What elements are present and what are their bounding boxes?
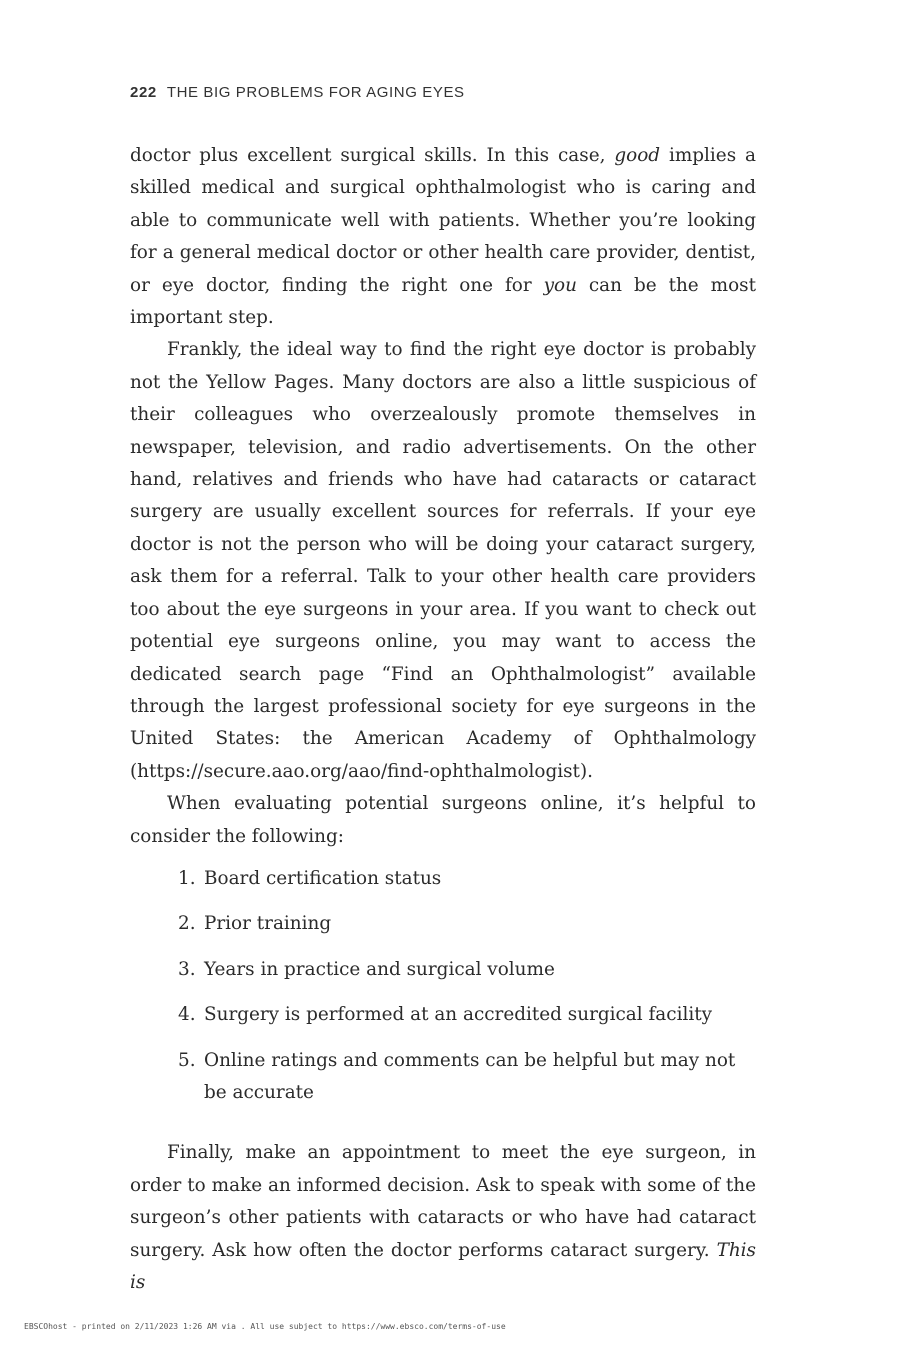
paragraph-text: Finally, make an appointment to meet the eye surgeon, in order to make an informed decision. Ask to speak with some of the surgeon’s other patients with cataracts or who have had cataract surgery. Ask how often the doctor performs cataract surgery. (130, 1142, 756, 1261)
emphasis-this-is: This is (130, 1239, 756, 1293)
list-item-text: Years in practice and surgical volume (204, 958, 555, 980)
emphasis-good: good (614, 145, 661, 166)
list-item-text: Surgery is performed at an accredited surgical facility (204, 1004, 712, 1026)
body-text (130, 140, 756, 1299)
list-item (130, 1045, 756, 1110)
paragraph-text: implies a skilled medical and surgical ophthalmologist who is caring and able to communicate well with patients. Whether you’re looking for a general medical doctor or other health care provider, dentist, or eye doctor, finding the right one for (130, 145, 756, 296)
list-item (130, 954, 756, 986)
list-item-number: 1. (178, 867, 196, 889)
running-head-title: THE BIG PROBLEMS FOR AGING EYES (166, 84, 465, 101)
paragraph-continued (130, 140, 756, 334)
list-item (130, 908, 756, 940)
paragraph-finding-doctor: Frankly, the ideal way to find the right eye doctor is probably not the Yellow Pages. Many doctors are also a little suspicious of their colleagues who overzealously promote themselves in newspaper, television, and radio advertisements. On the other hand, relatives and friends who have had cataracts or cataract surgery are usually excellent sources for referrals. If your eye doctor is not the person who will be doing your cataract surgery, ask them for a referral. Talk to your other health care providers too about the eye surgeons in your area. If you want to check out potential eye surgeons online, you may want to access the dedicated search page “Find an Ophthalmologist” available through the largest professional society for eye surgeons in the United States: the American Academy of Ophthalmology (https://secure.aao.org/aao/find-ophthalmologist). (130, 339, 756, 782)
list-item-number: 3. (178, 958, 196, 980)
list-item-number: 2. (178, 913, 196, 935)
page-number: 222 (130, 84, 157, 101)
list-item-text: Board certification status (204, 867, 442, 889)
list-item-number: 5. (178, 1049, 196, 1071)
paragraph-appointment (130, 1137, 756, 1299)
print-footer: EBSCOhost - printed on 2/11/2023 1:26 AM via . All use subject to https://www.ebsco.com/terms-of-use (24, 1322, 506, 1331)
paragraph-evaluating-surgeons: When evaluating potential surgeons online, it’s helpful to consider the following: (130, 793, 756, 847)
emphasis-you: you (543, 274, 577, 296)
paragraph-text: doctor plus excellent surgical skills. In this case, (130, 145, 615, 166)
list-item (130, 999, 756, 1031)
paragraph-text: can be the most important step. (130, 274, 756, 329)
list-item-text: Online ratings and comments can be helpful but may not be accurate (204, 1049, 736, 1103)
evaluation-criteria-list (130, 863, 756, 1109)
running-head (130, 84, 465, 101)
list-item-text: Prior training (204, 913, 332, 935)
list-item-number: 4. (178, 1004, 196, 1026)
list-item (130, 863, 756, 895)
